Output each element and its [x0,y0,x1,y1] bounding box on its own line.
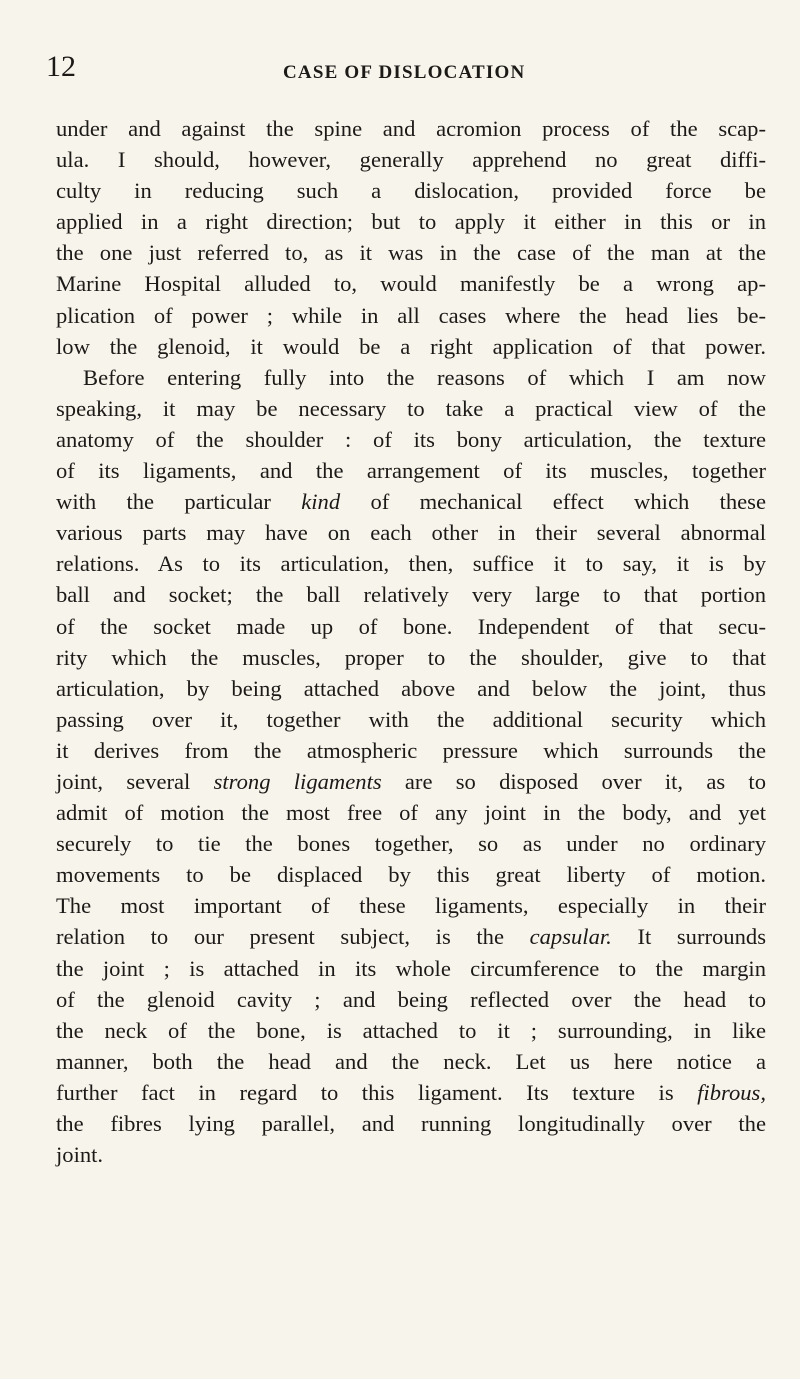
italic-run: fibrous, [697,1079,766,1105]
text-run: various parts may have on each other in their several abnormal [56,520,766,546]
text-line [56,611,766,642]
text-run: the neck of the bone, is attached to it ; surrounding, in like [56,1017,766,1043]
italic-run: strong ligaments [213,768,382,794]
body-text [56,113,766,1170]
text-run: further fact in regard to this ligament. Its texture is [56,1079,698,1105]
text-line [56,144,766,175]
text-line [56,331,766,362]
text-line [56,175,766,206]
page-number: 12 [46,50,76,83]
text-run: Marine Hospital alluded to, would manifestly be a wrong ap- [56,271,766,297]
text-line [56,704,766,735]
text-line [56,890,766,921]
text-line [56,735,766,766]
text-run: joint, several [56,768,214,794]
text-line [56,766,766,797]
text-run: passing over it, together with the additional security which [56,706,766,732]
text-line [56,797,766,828]
text-run: low the glenoid, it would be a right application of that power. [56,333,766,359]
text-run: rity which the muscles, proper to the shoulder, give to that [56,644,766,670]
text-run: ball and socket; the ball relatively very large to that portion [56,582,766,608]
text-run: articulation, by being attached above and below the joint, thus [56,675,766,701]
text-run: The most important of these ligaments, especially in their [56,893,766,919]
text-run: joint. [56,1142,104,1168]
text-line [56,642,766,673]
italic-run: kind [301,489,341,515]
text-line [56,517,766,548]
text-run: manner, both the head and the neck. Let us here notice a [56,1048,766,1074]
text-line [56,268,766,299]
text-run: ula. I should, however, generally apprehend no great diffi- [56,147,766,173]
text-line [56,113,766,144]
text-run: it derives from the atmospheric pressure which surrounds the [56,737,766,763]
text-line [56,300,766,331]
text-line [56,1108,766,1139]
text-line [56,393,766,424]
text-line [56,1015,766,1046]
text-run: relation to our present subject, is the [56,924,530,950]
text-run: are so disposed over it, as to [381,768,766,794]
running-title: CASE OF DISLOCATION [283,62,526,83]
text-line [56,424,766,455]
text-run: of the socket made up of bone. Independent of that secu- [56,613,766,639]
text-line [56,455,766,486]
text-line [56,548,766,579]
text-run: relations. As to its articulation, then, suffice it to say, it is by [56,551,766,577]
text-line [56,828,766,859]
text-run: anatomy of the shoulder : of its bony articulation, the texture [56,426,766,452]
text-run: under and against the spine and acromion process of the scap- [56,116,766,141]
text-run: movements to be displaced by this great liberty of motion. [56,862,766,888]
text-run: Before entering fully into the reasons of which I am now [83,364,766,390]
text-run: the one just referred to, as it was in the case of the man at the [56,240,766,266]
text-line [56,1139,766,1170]
text-run: of the glenoid cavity ; and being reflected over the head to [56,986,766,1012]
text-line [56,237,766,268]
text-run: admit of motion the most free of any joint in the body, and yet [56,800,766,826]
text-run: culty in reducing such a dislocation, provided force be [56,178,766,204]
text-run: the fibres lying parallel, and running longitudinally over the [56,1111,766,1136]
text-line [56,673,766,704]
text-run: plication of power ; while in all cases where the head lies be- [56,302,766,328]
text-line [56,1077,766,1108]
text-line [56,206,766,237]
text-line [56,486,766,517]
text-line [56,953,766,984]
text-run: applied in a right direction; but to apply it either in this or in [56,209,766,235]
text-line [56,1046,766,1077]
text-run: with the particular [56,489,302,515]
text-run: securely to tie the bones together, so as under no ordinary [56,831,766,857]
text-line [56,984,766,1015]
text-run: of mechanical effect which these [340,489,766,515]
text-line [56,579,766,610]
italic-run: capsular. [529,924,612,950]
text-run: of its ligaments, and the arrangement of its muscles, together [56,458,766,484]
text-run: speaking, it may be necessary to take a practical view of the [56,395,766,421]
text-run: the joint ; is attached in its whole circumference to the margin [56,955,766,981]
text-line [56,859,766,890]
text-line [56,362,766,393]
text-run: It surrounds [611,924,766,950]
text-line [56,921,766,952]
